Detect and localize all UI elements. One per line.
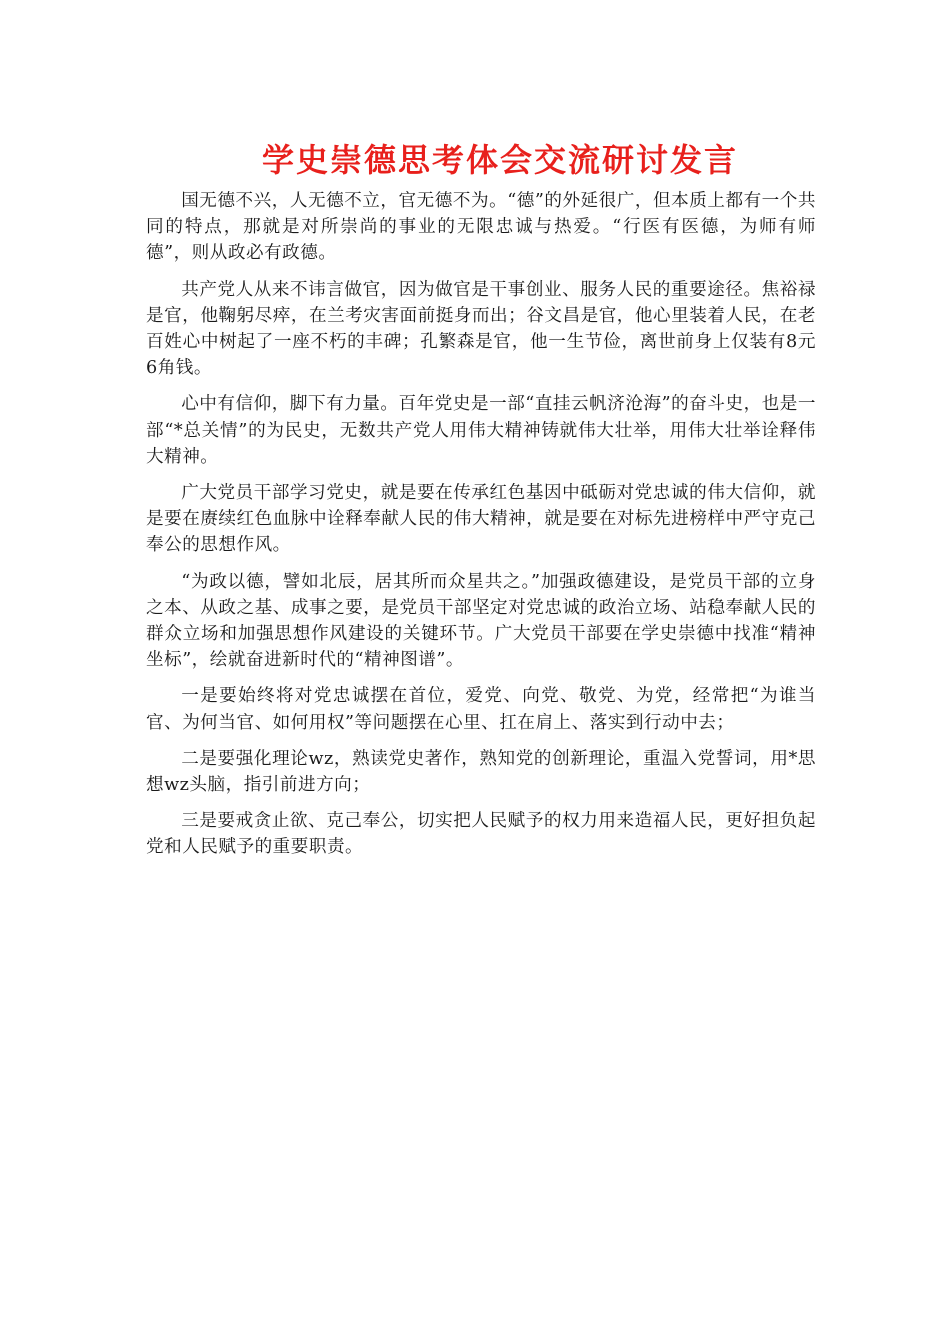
document-title: 学史崇德思考体会交流研讨发言	[261, 141, 738, 179]
paragraph: 心中有信仰，脚下有力量。百年党史是一部“直挂云帆济沧海”的奋斗史，也是一部“*总关情”的为民史，无数共产党人用伟大精神铸就伟大壮举，用伟大壮举诠释伟大精神。	[146, 394, 816, 467]
paragraph: 三是要戒贪止欲、克己奉公，切实把人民赋予的权力用来造福人民，更好担负起党和人民赋予的重要职责。	[146, 811, 816, 858]
paragraph: “为政以德，譬如北辰，居其所而众星共之。”加强政德建设，是党员干部的立身之本、从政之基、成事之要，是党员干部坚定对党忠诚的政治立场、站稳奉献人民的群众立场和加强思想作风建设的关键环节。广大党员干部要在学史崇德中找准“精神坐标”，绘就奋进新时代的“精神图谱”。	[146, 571, 816, 671]
document-body	[146, 188, 816, 871]
paragraph: 二是要强化理论wz，熟读党史著作，熟知党的创新理论，重温入党誓词，用*思想wz头脑，指引前进方向；	[146, 748, 816, 796]
paragraph: 共产党人从来不讳言做官，因为做官是干事创业、服务人民的重要途径。焦裕禄是官，他鞠躬尽瘁，在兰考灾害面前挺身而出；谷文昌是官，他心里装着人民，在老百姓心中树起了一座不朽的丰碑；孔繁森是官，他一生节俭，离世前身上仅装有8元6角钱。	[146, 279, 816, 379]
paragraph: 国无德不兴，人无德不立，官无德不为。“德”的外延很广，但本质上都有一个共同的特点，那就是对所崇尚的事业的无限忠诚与热爱。“行医有医德，为师有师德”，则从政必有政德。	[146, 191, 816, 264]
paragraph: 广大党员干部学习党史，就是要在传承红色基因中砥砺对党忠诚的伟大信仰，就是要在赓续红色血脉中诠释奉献人民的伟大精神，就是要在对标先进榜样中严守克己奉公的思想作风。	[146, 483, 816, 556]
paragraph: 一是要始终将对党忠诚摆在首位，爱党、向党、敬党、为党，经常把“为谁当官、为何当官、如何用权”等问题摆在心里、扛在肩上、落实到行动中去；	[146, 686, 816, 733]
